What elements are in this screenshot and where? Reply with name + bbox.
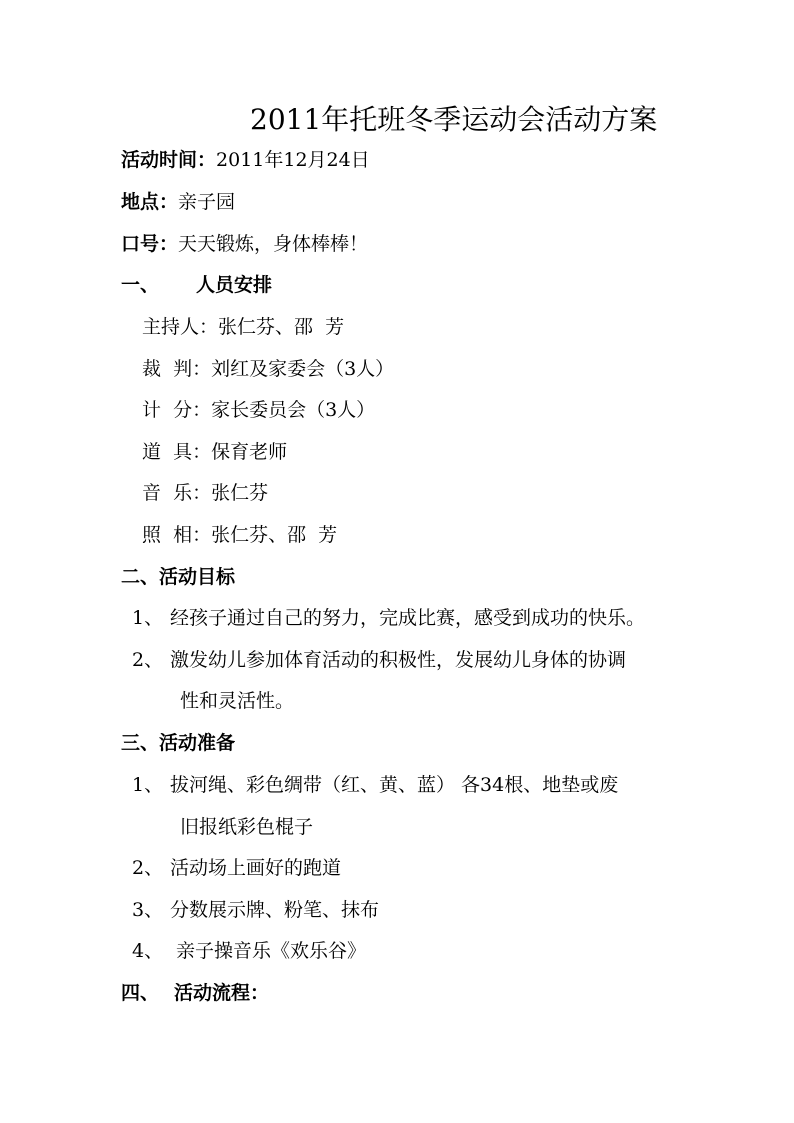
info-slogan-label: 口号： [121, 233, 179, 255]
goal-2-text: 激发幼儿参加体育活动的积极性，发展幼儿身体的协调 [170, 649, 627, 671]
role-music-value: 张仁芬 [211, 482, 269, 504]
goal-2-number: 2、 [132, 649, 164, 671]
info-time [121, 148, 370, 172]
role-scorer-label: 计 分： [142, 399, 212, 421]
info-location-value: 亲子园 [178, 191, 236, 213]
role-host-label: 主持人： [142, 316, 219, 338]
role-referee [142, 357, 394, 381]
prep-2-text: 活动场上画好的跑道 [170, 857, 342, 879]
info-time-label: 活动时间： [121, 149, 217, 171]
info-time-value: 2011年12月24日 [216, 149, 370, 171]
role-host-value: 张仁芬、邵 芳 [218, 316, 345, 338]
prep-1-text: 拔河绳、彩色绸带（红、黄、蓝） 各34根、地垫或废 [170, 774, 619, 796]
role-props-value: 保育老师 [211, 441, 288, 463]
role-music-label: 音 乐： [142, 482, 212, 504]
prep-1-text-cont: 旧报纸彩色棍子 [180, 816, 314, 838]
section2-heading: 二、活动目标 [121, 566, 236, 588]
role-referee-label: 裁 判： [142, 358, 212, 380]
section4-heading: 活动流程： [174, 982, 270, 1004]
role-music [142, 481, 268, 505]
goal-1-text: 经孩子通过自己的努力，完成比赛，感受到成功的快乐。 [170, 607, 646, 629]
role-scorer [142, 398, 375, 422]
prep-4-number: 4、 [132, 940, 164, 962]
goal-1-number: 1、 [132, 607, 164, 629]
role-props-label: 道 具： [142, 441, 212, 463]
prep-1-number: 1、 [132, 774, 164, 796]
prep-4-text: 亲子操音乐《欢乐谷》 [176, 940, 367, 962]
info-location-label: 地点： [121, 191, 179, 213]
role-props [142, 440, 287, 464]
info-location [121, 190, 235, 214]
prep-3-number: 3、 [132, 899, 164, 921]
role-referee-value: 刘红及家委会（3人） [211, 358, 395, 380]
section1-number: 一、 [121, 274, 160, 296]
info-slogan [121, 232, 368, 256]
role-photo [142, 523, 337, 547]
role-scorer-value: 家长委员会（3人） [211, 399, 376, 421]
goal-2-text-cont: 性和灵活性。 [180, 690, 295, 712]
section3-heading: 三、活动准备 [121, 732, 236, 754]
prep-2-number: 2、 [132, 857, 164, 879]
section1-heading: 人员安排 [196, 274, 273, 296]
role-photo-value: 张仁芬、邵 芳 [211, 524, 338, 546]
role-host [142, 315, 344, 339]
info-slogan-value: 天天锻炼，身体棒棒！ [178, 233, 369, 255]
document-title: 2011年托班冬季运动会活动方案 [250, 103, 658, 136]
role-photo-label: 照 相： [142, 524, 212, 546]
prep-3-text: 分数展示牌、粉笔、抹布 [170, 899, 380, 921]
section4-number: 四、 [121, 982, 160, 1004]
